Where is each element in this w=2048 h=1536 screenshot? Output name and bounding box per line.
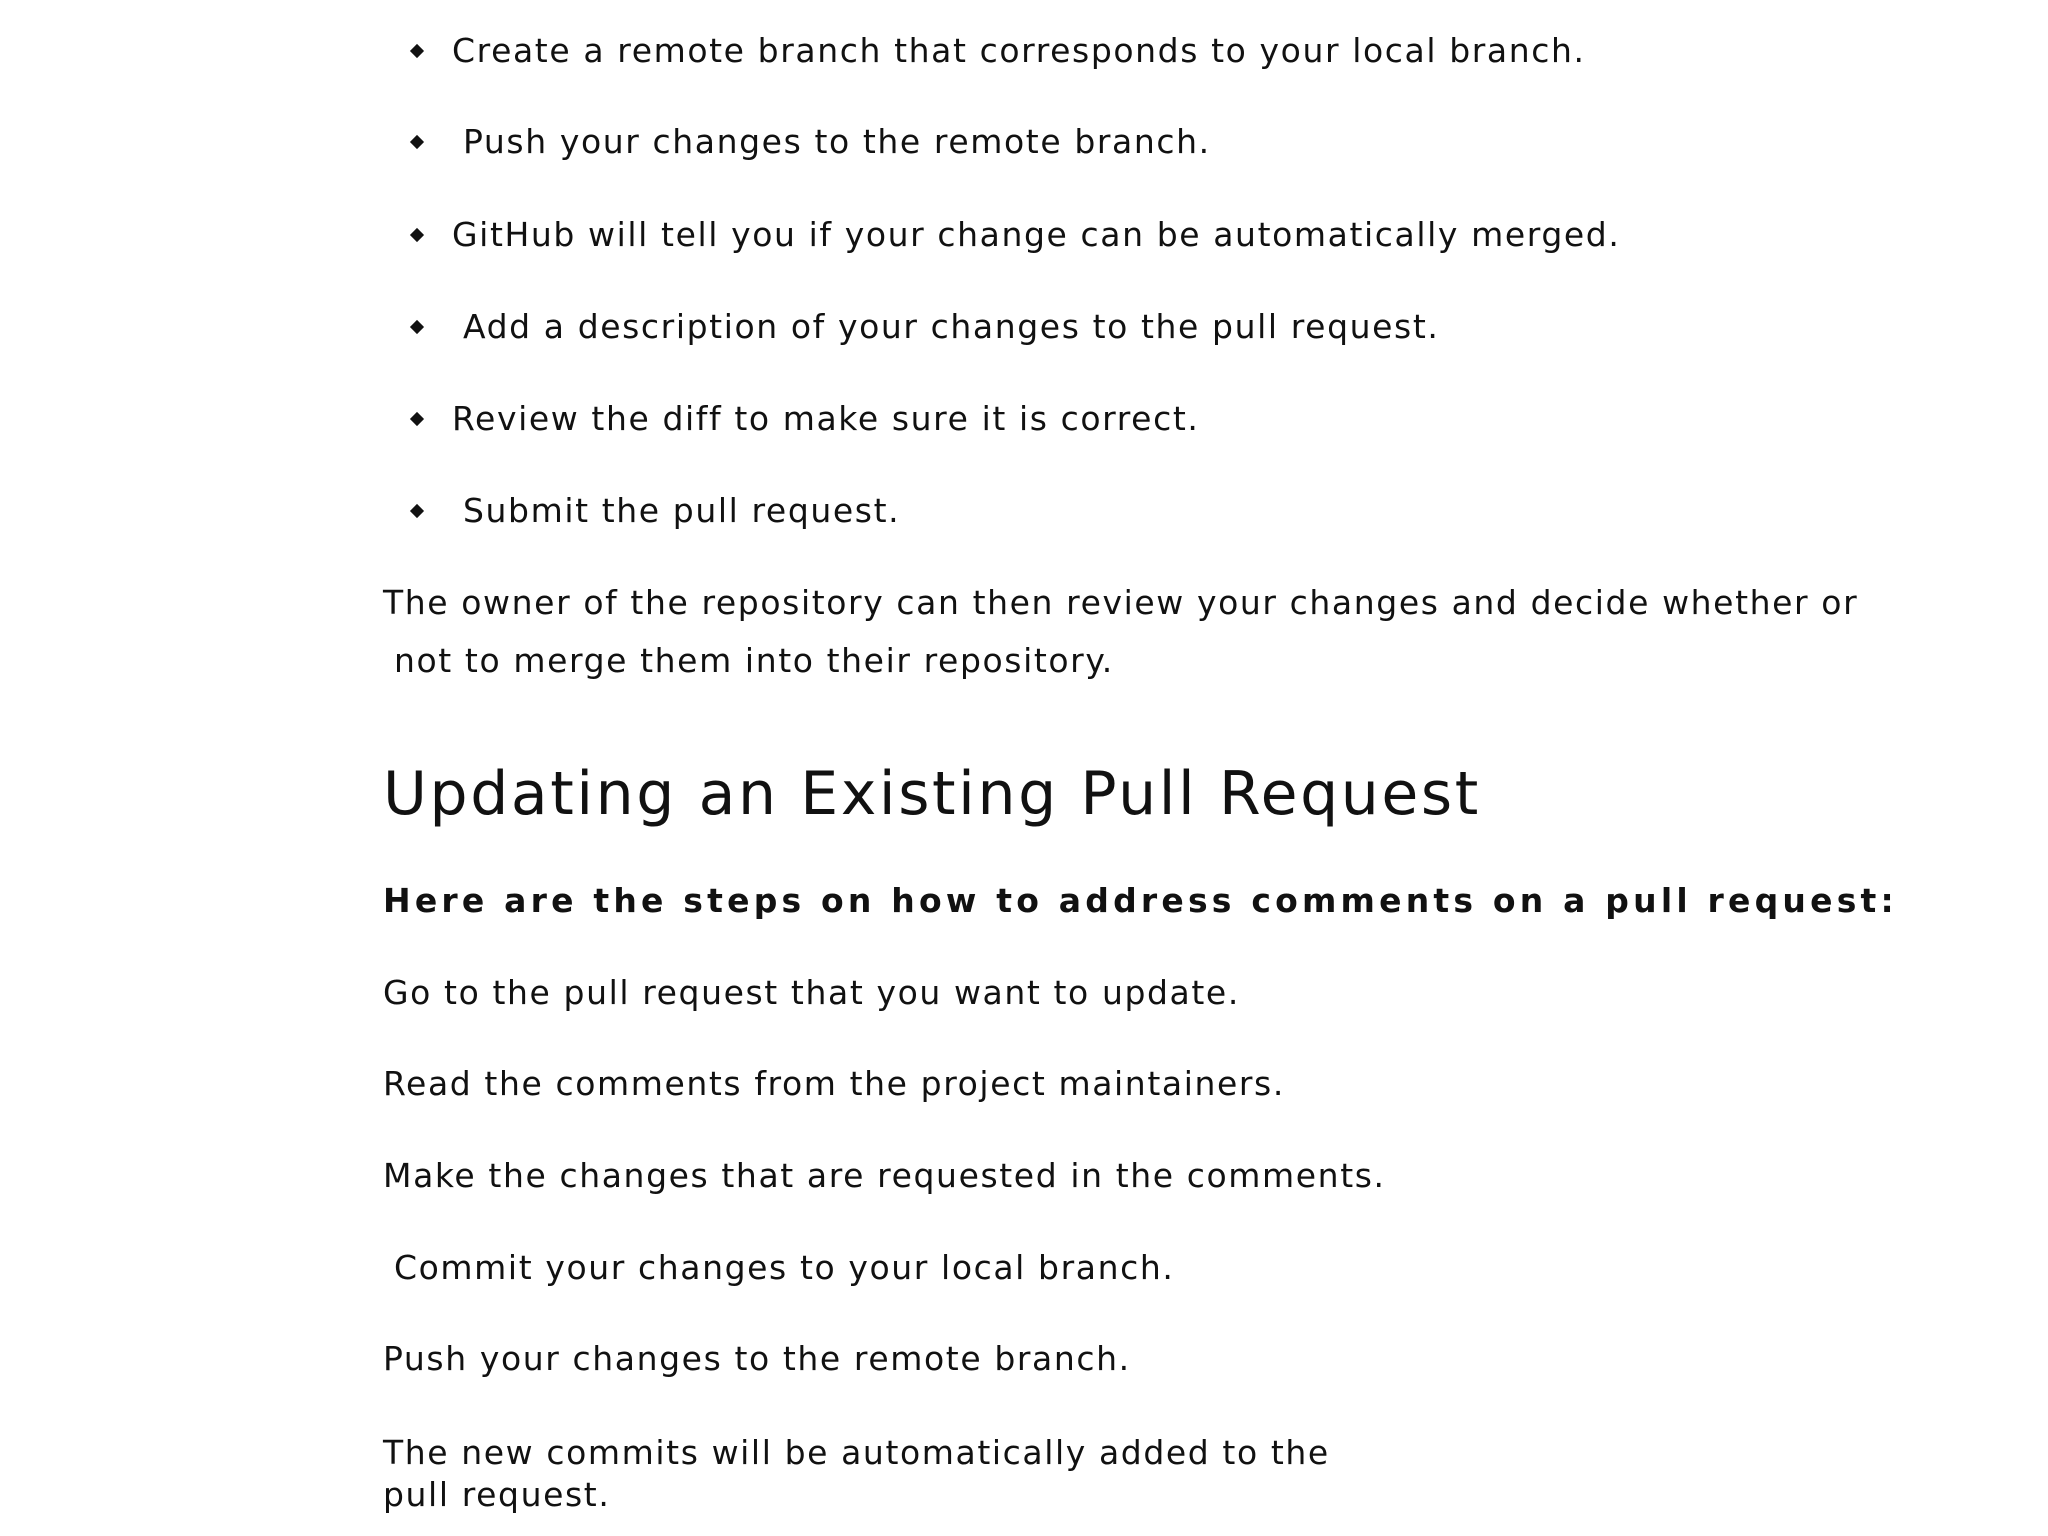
list-item-text: GitHub will tell you if your change can be automatically merged. — [452, 215, 1621, 254]
paragraph-line: not to merge them into their repository. — [394, 641, 1114, 680]
list-item-text: Create a remote branch that corresponds to your local branch. — [452, 31, 1586, 70]
step-paragraph: Push your changes to the remote branch. — [383, 1339, 1131, 1378]
list-item — [412, 210, 1620, 260]
owner-review-paragraph — [383, 574, 1858, 690]
section-subheading: Here are the steps on how to address comments on a pull request: — [383, 881, 1898, 920]
bullet-diamond-icon — [410, 320, 424, 334]
list-item — [412, 117, 1211, 167]
list-item — [412, 394, 1199, 444]
list-item-text: Review the diff to make sure it is correct. — [452, 399, 1200, 438]
list-item-text: Submit the pull request. — [463, 491, 901, 530]
bullet-diamond-icon — [410, 504, 424, 518]
step-paragraph: Read the comments from the project maintainers. — [383, 1064, 1285, 1103]
step-paragraph: Go to the pull request that you want to update. — [383, 973, 1240, 1012]
list-item — [412, 26, 1586, 76]
bullet-diamond-icon — [410, 135, 424, 149]
list-item-text: Add a description of your changes to the pull request. — [463, 307, 1440, 346]
list-item-text: Push your changes to the remote branch. — [463, 122, 1211, 161]
step-paragraph: Make the changes that are requested in the comments. — [383, 1156, 1386, 1195]
list-item — [412, 302, 1439, 352]
paragraph-line: The owner of the repository can then review your changes and decide whether or — [383, 583, 1859, 622]
bullet-diamond-icon — [410, 228, 424, 242]
bullet-diamond-icon — [410, 412, 424, 426]
section-heading: Updating an Existing Pull Request — [383, 759, 1481, 829]
step-paragraph: Commit your changes to your local branch. — [394, 1248, 1175, 1287]
list-item — [412, 486, 900, 536]
closing-paragraph: The new commits will be automatically added to the pull request. — [383, 1433, 1330, 1514]
bullet-diamond-icon — [410, 44, 424, 58]
